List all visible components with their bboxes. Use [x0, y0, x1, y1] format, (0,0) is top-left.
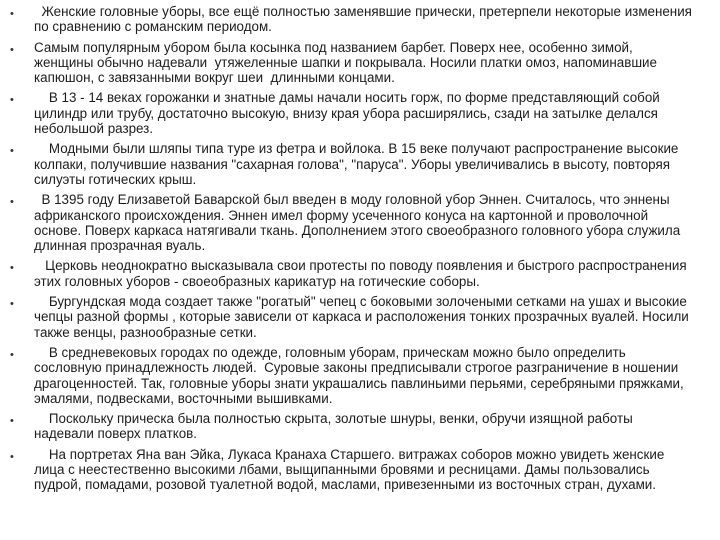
bullet-icon: • — [10, 43, 14, 56]
bullet-icon: • — [10, 298, 14, 311]
bullet-icon: • — [10, 94, 14, 107]
list-item — [10, 294, 695, 340]
list-item — [10, 258, 695, 289]
paragraph-text: В 1395 году Елизаветой Баварской был введен в моду головной убор Эннен. Считалось, что эннены африканского происхождения. Эннен имел форму усеченного конуса на картонной и проволочной основе. Поверх каркаса натягивали ткань. Дополнением этого своеобразного головного убора служила длинная прозрачная вуаль. — [34, 192, 684, 254]
list-item — [10, 411, 695, 442]
list-item — [10, 4, 695, 35]
paragraph-text: Бургундская мода создает также "рогатый" чепец с боковыми золочеными сетками на ушах и высокие чепцы разной формы , которые зависели от каркаса и расположения тонких прозрачных вуалей. Носили также венцы, разнообразные сетки. — [34, 294, 693, 340]
list-item — [10, 345, 695, 406]
paragraph-text: Модными были шляпы типа туре из фетра и войлока. В 15 веке получают распространение высокие колпаки, получившие названия "сахарная голова", "паруса". Уборы увеличивались в высоту, повторяя силуэты готических крыш. — [34, 141, 683, 187]
paragraph-text: В средневековых городах по одежде, головным уборам, прическам можно было определить сословную принадлежность людей. Суровые законы предписывали строгое разграничение в ношении драгоценностей. Так, головные уборы знати украшались павлиньими перьями, серебряными пряжками, эмалями, подвесками, восточными вышивками. — [34, 344, 688, 406]
bullet-icon: • — [10, 262, 14, 275]
bullet-icon: • — [10, 450, 14, 463]
list-item — [10, 192, 695, 253]
paragraph-text: На портретах Яна ван Эйка, Лукаса Кранаха Старшего. витражах соборов можно увидеть женские лица с неестественно высокими лбами, выщипанными бровями и ресницами. Дамы пользовались пудрой, помадами, розовой туалетной водой, маслами, привезенными из восточных стран, духами. — [34, 446, 669, 493]
paragraph-text: В 13 - 14 веках горожанки и знатные дамы начали носить горж, по форме представляющий собой цилиндр или трубу, достаточно высокую, внизу края убора расширялись, сзади на затылке делался небольшой разрез. — [34, 90, 664, 137]
paragraph-text: Церковь неоднократно высказывала свои протесты по поводу появления и быстрого распространения этих головных уборов - своеобразных карикатур на готические соборы. — [34, 258, 691, 289]
list-item — [10, 447, 695, 493]
paragraph-text: Женские головные уборы, все ещё полностью заменявшие прически, претерпели некоторые изменения по сравнению с романским периодом. — [34, 4, 696, 35]
list-item — [10, 90, 695, 136]
bullet-icon: • — [10, 196, 14, 209]
paragraph-text: Поскольку прическа была полностью скрыта, золотые шнуры, венки, обручи изящной работы надевали поверх платков. — [34, 411, 637, 442]
bullet-icon: • — [10, 348, 14, 361]
bullet-icon: • — [10, 145, 14, 158]
bullet-icon: • — [10, 415, 14, 428]
bullet-icon: • — [10, 8, 14, 20]
list-item — [10, 40, 695, 86]
list-item — [10, 141, 695, 187]
paragraph-list — [10, 4, 695, 493]
paragraph-text: Самым популярным убором была косынка под названием барбет. Поверх нее, особенно зимой, женщины обычно надевали утяжеленные шапки и покрывала. Носили платки омоз, напоминавшие капюшон, с завязанными вокруг шеи длинными концами. — [34, 39, 661, 86]
